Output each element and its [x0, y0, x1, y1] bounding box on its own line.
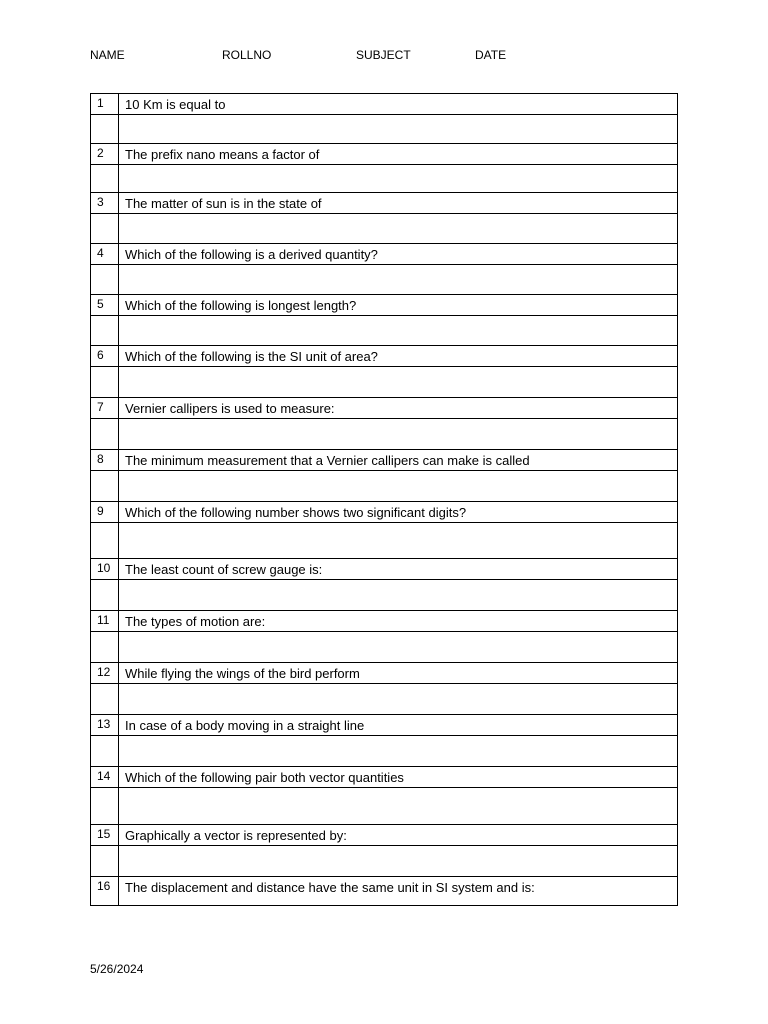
answer-row — [91, 367, 678, 398]
answer-row — [91, 736, 678, 767]
answer-space[interactable] — [119, 788, 678, 825]
name-label: NAME — [90, 48, 125, 62]
answer-space[interactable] — [119, 684, 678, 715]
question-text: The displacement and distance have the same unit in SI system and is: — [119, 877, 678, 906]
answer-number-cell — [91, 471, 119, 502]
question-table-body — [91, 94, 678, 906]
question-row — [91, 295, 678, 316]
question-text: Graphically a vector is represented by: — [119, 825, 678, 846]
question-row — [91, 450, 678, 471]
answer-number-cell — [91, 846, 119, 877]
question-row — [91, 346, 678, 367]
question-row — [91, 825, 678, 846]
date-label: DATE — [475, 48, 507, 62]
question-row — [91, 94, 678, 115]
subject-label: SUBJECT — [356, 48, 411, 62]
answer-space[interactable] — [119, 471, 678, 502]
question-row — [91, 663, 678, 684]
question-text: The prefix nano means a factor of — [119, 144, 678, 165]
answer-row — [91, 115, 678, 144]
answer-row — [91, 316, 678, 346]
answer-space[interactable] — [119, 736, 678, 767]
question-number: 11 — [91, 611, 119, 632]
answer-row — [91, 165, 678, 193]
question-text: Which of the following is the SI unit of area? — [119, 346, 678, 367]
answer-row — [91, 214, 678, 244]
question-number: 12 — [91, 663, 119, 684]
question-number: 13 — [91, 715, 119, 736]
question-number: 15 — [91, 825, 119, 846]
answer-space[interactable] — [119, 165, 678, 193]
question-text: Which of the following is longest length? — [119, 295, 678, 316]
question-number: 16 — [91, 877, 119, 906]
question-text: The least count of screw gauge is: — [119, 559, 678, 580]
question-text: While flying the wings of the bird perform — [119, 663, 678, 684]
answer-space[interactable] — [119, 846, 678, 877]
answer-space[interactable] — [119, 214, 678, 244]
question-row — [91, 611, 678, 632]
question-row — [91, 877, 678, 906]
answer-number-cell — [91, 115, 119, 144]
question-row — [91, 398, 678, 419]
question-row — [91, 767, 678, 788]
question-number: 8 — [91, 450, 119, 471]
answer-number-cell — [91, 684, 119, 715]
question-text: Which of the following number shows two significant digits? — [119, 502, 678, 523]
answer-number-cell — [91, 580, 119, 611]
answer-number-cell — [91, 788, 119, 825]
answer-space[interactable] — [119, 632, 678, 663]
question-row — [91, 559, 678, 580]
question-text: 10 Km is equal to — [119, 94, 678, 115]
answer-number-cell — [91, 165, 119, 193]
answer-row — [91, 580, 678, 611]
question-number: 5 — [91, 295, 119, 316]
question-text: Which of the following pair both vector quantities — [119, 767, 678, 788]
answer-row — [91, 684, 678, 715]
answer-row — [91, 788, 678, 825]
answer-number-cell — [91, 367, 119, 398]
answer-space[interactable] — [119, 580, 678, 611]
answer-row — [91, 419, 678, 450]
question-number: 14 — [91, 767, 119, 788]
question-text: In case of a body moving in a straight line — [119, 715, 678, 736]
answer-row — [91, 523, 678, 559]
question-text: The types of motion are: — [119, 611, 678, 632]
answer-row — [91, 632, 678, 663]
answer-number-cell — [91, 523, 119, 559]
question-number: 6 — [91, 346, 119, 367]
question-row — [91, 144, 678, 165]
question-text: The minimum measurement that a Vernier callipers can make is called — [119, 450, 678, 471]
question-row — [91, 502, 678, 523]
answer-space[interactable] — [119, 265, 678, 295]
answer-row — [91, 471, 678, 502]
question-table — [90, 93, 678, 906]
answer-row — [91, 846, 678, 877]
answer-number-cell — [91, 214, 119, 244]
answer-number-cell — [91, 316, 119, 346]
question-number: 7 — [91, 398, 119, 419]
answer-number-cell — [91, 632, 119, 663]
answer-space[interactable] — [119, 523, 678, 559]
question-row — [91, 193, 678, 214]
question-number: 1 — [91, 94, 119, 115]
answer-row — [91, 265, 678, 295]
question-text: The matter of sun is in the state of — [119, 193, 678, 214]
rollno-label: ROLLNO — [222, 48, 272, 62]
question-row — [91, 715, 678, 736]
question-number: 3 — [91, 193, 119, 214]
question-number: 2 — [91, 144, 119, 165]
answer-space[interactable] — [119, 316, 678, 346]
footer-date: 5/26/2024 — [90, 962, 144, 976]
answer-number-cell — [91, 419, 119, 450]
answer-space[interactable] — [119, 419, 678, 450]
question-row — [91, 244, 678, 265]
question-text: Which of the following is a derived quantity? — [119, 244, 678, 265]
answer-number-cell — [91, 265, 119, 295]
question-number: 10 — [91, 559, 119, 580]
answer-space[interactable] — [119, 115, 678, 144]
answer-space[interactable] — [119, 367, 678, 398]
question-text: Vernier callipers is used to measure: — [119, 398, 678, 419]
question-number: 4 — [91, 244, 119, 265]
answer-number-cell — [91, 736, 119, 767]
question-number: 9 — [91, 502, 119, 523]
